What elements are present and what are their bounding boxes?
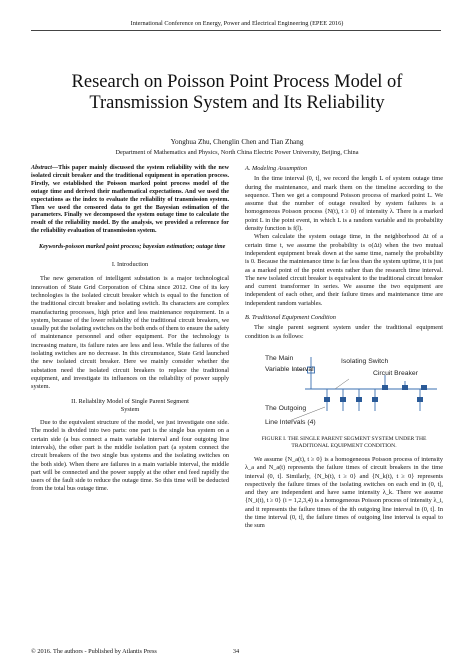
abstract	[31, 165, 229, 236]
keywords: Keywords-poisson marked point process; bayesian estimation; outage time	[39, 244, 226, 251]
isolating-switch-symbol	[382, 385, 388, 390]
figure-caption	[245, 436, 443, 450]
subsection-b-paragraph-1: The single parent segment system under the traditional equipment condition is as follows:	[245, 324, 443, 340]
abstract-label: Abstract—	[31, 165, 59, 171]
conference-header: International Conference on Energy, Power and Electrical Engineering (EPEE 2016)	[130, 20, 344, 27]
affiliation: Department of Mathematics and Physics, North China Electric Power University, Beijing, China	[115, 149, 359, 156]
label-variable-interval: Variable Interval	[265, 365, 314, 373]
outgoing-breaker-2	[340, 397, 346, 402]
outgoing-breaker-4	[372, 397, 378, 402]
page-number: 34	[232, 648, 240, 655]
paper-title	[20, 72, 454, 114]
label-circuit-breaker: Circuit Breaker	[373, 369, 418, 377]
subsection-a-paragraph-1: In the time interval (0, t], we record the length L of system outage time during the maintenance, and mark them on the timeline according to the sequence. Then we get a compound Poisson process of marked point L. We assume that the number of outage resulted by system failures is a homogeneous Poisson process {N(t), t ≥ 0} of intensity λ. There is a marked point L in the point event, in which L is a random variable and its probability density function is f(l).	[245, 175, 443, 233]
system-diagram	[245, 345, 443, 433]
section-1-heading: I. Introduction	[111, 261, 149, 269]
section-2-heading-line-2: System	[120, 405, 140, 413]
outgoing-breaker-3	[356, 397, 362, 402]
label-outgoing: The Outgoing	[265, 404, 307, 412]
label-main: The Main	[265, 354, 294, 362]
header-rule	[31, 30, 441, 31]
abstract-text: This paper mainly discussed the system reliability with the new isolated circuit breaker and the traditional equipment in operation process. Firstly, we established the Poisson marked point process model of the outage time and derived their mathematical expectations. And we used the expectations as the index to evaluate the reliability of transmission system. Then we used the censored data to get the Bayesian estimation of the parameters. Finally we decomposed the system outage time to calculate the result of the reliability model. By the analysis, we provided a reference for the reliability evaluation of transmission system.	[31, 165, 229, 235]
isolating-switch-symbol-2	[421, 385, 427, 390]
subsection-a-heading: A. Modeling Assumption	[245, 165, 307, 172]
section-2-heading-line-1: II. Reliability Model of Single Parent Segment	[71, 397, 189, 405]
section-2-text: Due to the equivalent structure of the model, we just investigate one side. The model is divided into two parts: one part is the single bus system on a certain side (a bus connect a main variable interval and four outgoing line intervals), the other part is the middle isolation part (a system connect the circuit breakers of the two single bus systems and the isolating switches on the both side). When there are failures in a main variable interval, the middle part will be connected and the power supply at the other end feed rapidly the users of the fault side to reduce the outage time. So this time will be deducted from the total bus outage time.	[31, 419, 229, 493]
label-line-intervals: Line Intervals (4)	[265, 418, 316, 426]
outgoing-breaker-1	[324, 397, 330, 402]
subsection-a-paragraph-2: When calculate the system outage time, in the neighborhood Δt of a certain time t, we assume the probability is o(Δt) when the two mutual independent equipment break down at the same time, namely the probability is 0. Because the maintenance time is far less than the system uptime, it is just as a marked point of the point events rather than the research time interval. The new isolated circuit breaker is equivalent to the traditional circuit breaker and current transformer in series. We assume the two equipment are independent of each other, and their failure times and maintenance time are independent random variables.	[245, 233, 443, 307]
right-column	[245, 165, 443, 531]
section-2-heading	[31, 398, 229, 415]
outgoing-breaker-right	[417, 397, 423, 402]
authors: Yonghua Zhu, Chenglin Chen and Tian Zhang	[170, 138, 304, 146]
left-column	[31, 165, 229, 494]
title-line-1: Research on Poisson Point Process Model of	[71, 72, 403, 92]
figure-caption-line-2: TRADITIONAL EQUIPMENT CONDITION.	[291, 442, 397, 449]
subsection-b-paragraph-2: We assume {N_a(t), t ≥ 0} is a homogeneous Poisson process of intensity λ_a and N_a(t) represents the failure times of circuit breakers in the time interval (0, t]. Similarly, {N_b(t), t ≥ 0} and {N_k(t), t ≥ 0} represents respectively the failure times of the isolating switches on each end in (0, t], and they are independent and have same intensity λ_k. There we assume {N_i(t), t ≥ 0} (i = 1,2,3,4) is a homogeneous Poisson process of intensity λ_i, and it represents the failure times of the ith outgoing line interval in (0, t]. In the time interval (0, t], the failure times of outgoing line interval is equal to the sum	[245, 455, 443, 530]
figure-caption-line-1: FIGURE I. THE SINGLE PARENT SEGMENT SYSTEM UNDER THE	[261, 435, 427, 442]
introduction-text: The new generation of intelligent substation is a major technological innovation of State Grid Corporation of China since 2012. One of its key technologies is the isolated circuit breaker which is equal to the function of the traditional circuit breaker and isolating switch. Its characters are complex manufacturing processes, high price and less maintenance requirement. In a system, because of the lower reliability of the traditional circuit breakers, we usually put the isolating switches on the both ends of them to ensure the safety of maintenance personnel and other equipment. For the technology is increasing mature, its failure rates are less and less. While the failures of the isolating switches are no decrease. In this circumstance, State Grid launched the new isolated circuit breaker. Here we mainly consider whether the substation need the isolated circuit breakers to replace the traditional equipment, and investigate its influences on the reliability of power supply system.	[31, 275, 229, 391]
breaker-symbol	[402, 385, 408, 390]
title-line-2: Transmission System and Its Reliability	[89, 93, 385, 113]
copyright-notice: © 2016. The authors - Published by Atlantis Press	[31, 648, 157, 655]
subsection-b-heading: B. Traditional Equipment Condition	[245, 314, 336, 322]
label-isolating-switch: Isolating Switch	[341, 357, 389, 365]
